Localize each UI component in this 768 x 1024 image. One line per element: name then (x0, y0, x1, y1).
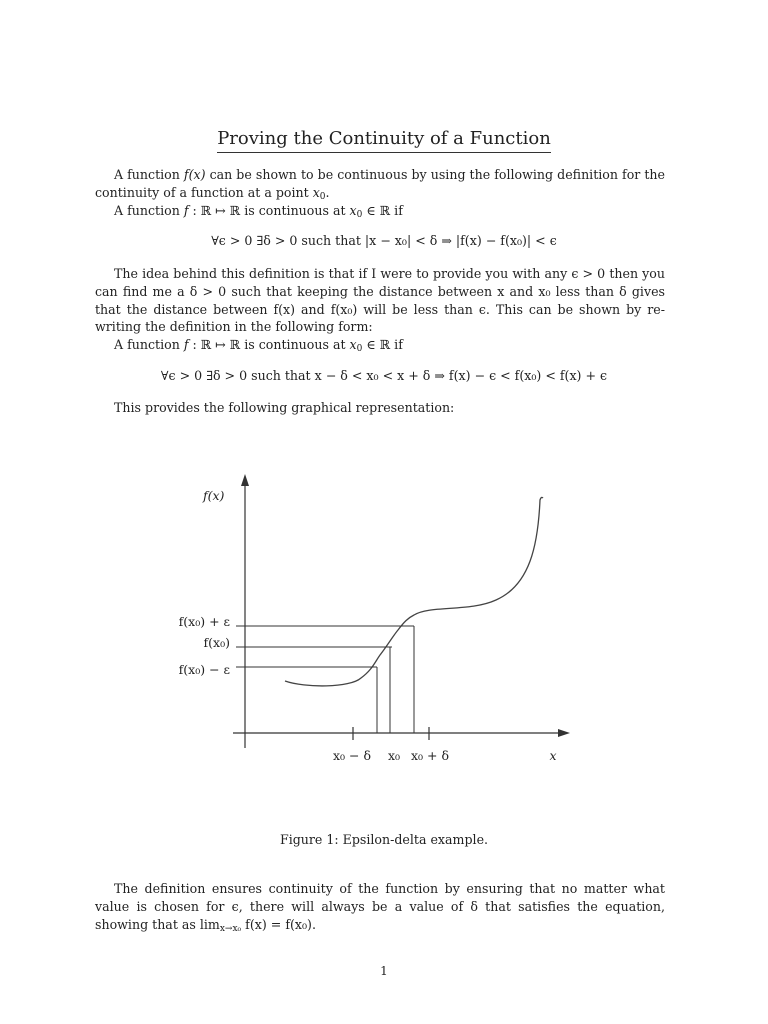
definition-line-2: A function f : ℝ ↦ ℝ is continuous at $x_0$ ∈ ℝ if (114, 337, 403, 354)
equation-2: ∀ϵ > 0 ∃δ > 0 such that x − δ < x₀ < x + δ ⇒ f(x) − ϵ < f(x₀) < f(x) + ϵ (160, 368, 608, 383)
figure-caption: Figure 1: Epsilon-delta example. (279, 832, 489, 847)
x-axis-label: x (549, 748, 557, 763)
y-axis-label: f(x) (203, 488, 225, 503)
conclusion-paragraph: The definition ensures continuity of the function by ensuring that no matter what value is chosen for ϵ, there will always be a value of δ that satisfies the equation, showing that as $\lim_{x\to x_0} f(x) = f(x_0)$. (95, 881, 665, 934)
definition-line-1: A function f : ℝ ↦ ℝ is continuous at $x_0$ ∈ ℝ if (114, 203, 403, 220)
y-tick-label-fx0: f(x₀) (203, 635, 230, 650)
y-tick-label-minus-eps: f(x₀) − ε (178, 662, 230, 677)
y-axis-arrow (241, 474, 249, 486)
equation-1: ∀ϵ > 0 ∃δ > 0 such that |x − x₀| < δ ⇒ |f(x) − f(x₀)| < ϵ (211, 233, 557, 248)
x-axis-arrow (558, 729, 570, 737)
page-title: Proving the Continuity of a Function (0, 128, 768, 153)
explanation-paragraph: The idea behind this definition is that if I were to provide you with any ϵ > 0 then you can find me a δ > 0 such that keeping the distance between x and x₀ less than δ gives that the distance between f(x) and f(x₀) will be less than ϵ. This can be shown by re-writing the definition in the following form: (95, 266, 665, 335)
x-tick-label-minus-delta: x₀ − δ (332, 748, 372, 763)
page-number: 1 (380, 964, 388, 978)
intro-paragraph: A function f(x) can be shown to be continuous by using the following definition for the continuity of a function at a point $x_0$. (95, 167, 665, 202)
figure-intro-paragraph: This provides the following graphical representation: (114, 400, 455, 415)
y-tick-label-plus-eps: f(x₀) + ε (178, 614, 230, 629)
x-tick-label-plus-delta: x₀ + δ (410, 748, 450, 763)
x-tick-label-x0: x₀ (387, 748, 401, 763)
